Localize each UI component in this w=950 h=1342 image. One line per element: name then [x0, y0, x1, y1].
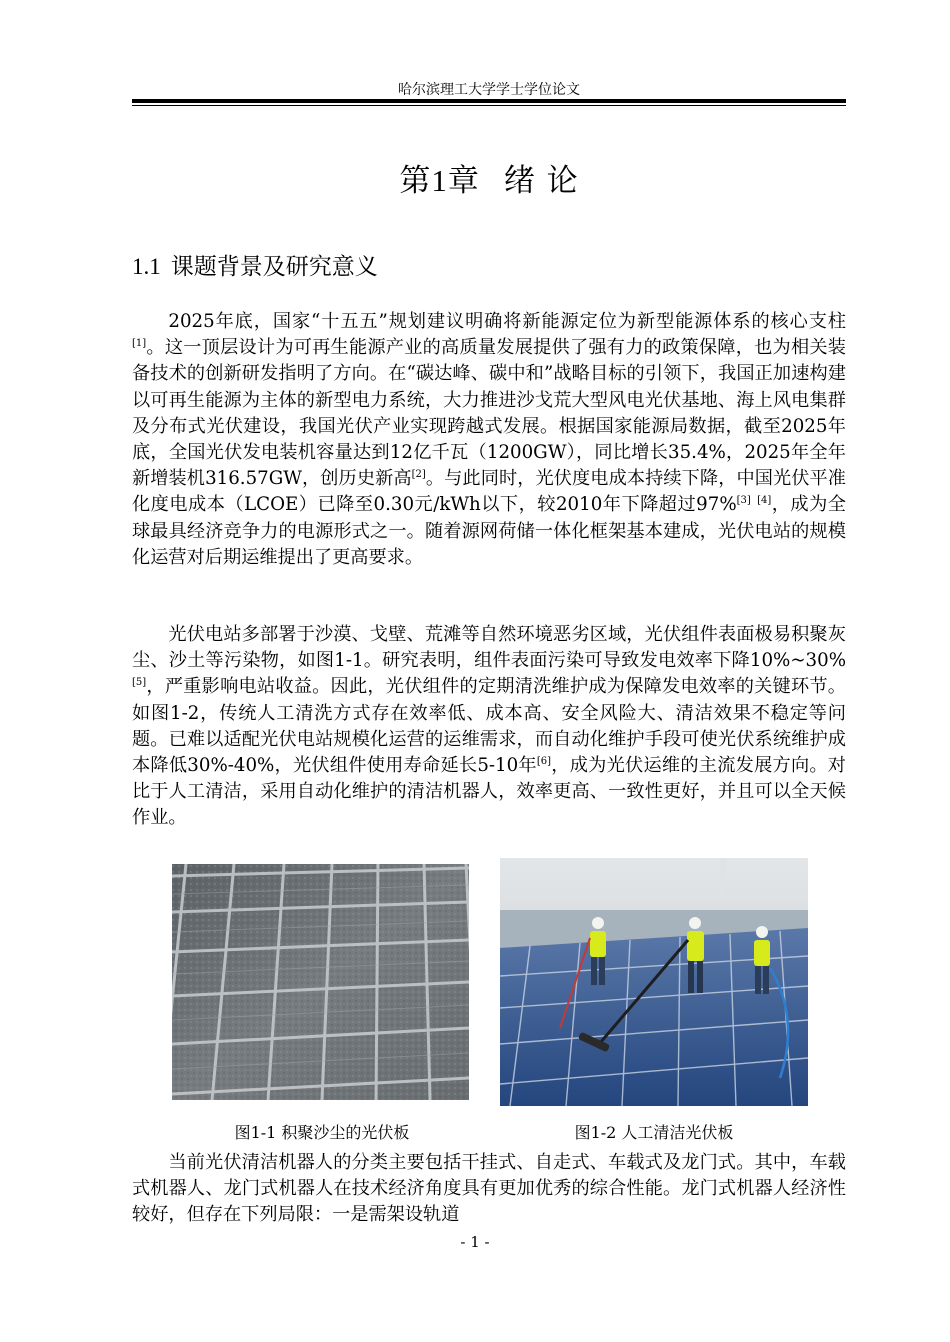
section-name: 课题背景及研究意义	[170, 254, 378, 280]
paragraph-2-text-c: ，成为光伏运维的主流发展方向。对比于人工清洁，采用自动化维护的清洁机器人，效率更高、一致性更好，并且可以全天候作业。	[132, 755, 846, 829]
manual-cleaning-illustration	[500, 858, 808, 1106]
paragraph-1-text-a: 2025年底，国家“十五五”规划建议明确将新能源定位为新型能源体系的核心支柱	[168, 311, 846, 332]
citation-4[interactable]: [4]	[757, 495, 772, 507]
figure-1-1-caption: 图1-1 积聚沙尘的光伏板	[234, 1123, 410, 1142]
chapter-title	[132, 155, 846, 200]
page-number: - 1 -	[460, 1233, 490, 1251]
paragraph-2	[132, 622, 846, 832]
citation-1[interactable]: [1]	[132, 338, 147, 350]
section-number: 1.1	[132, 254, 161, 279]
header-rule-thick	[132, 99, 846, 103]
figure-dusty-solar-panel	[172, 864, 469, 1100]
citation-5[interactable]: [5]	[132, 677, 147, 689]
paragraph-1	[132, 309, 846, 571]
citation-3[interactable]: [3]	[736, 495, 751, 507]
chapter-name: 绪 论	[503, 163, 579, 199]
running-header: 哈尔滨理工大学学士学位论文	[398, 82, 580, 98]
chapter-number: 1	[431, 163, 448, 198]
dusty-panel-illustration	[172, 864, 469, 1100]
figure-manual-cleaning	[500, 858, 808, 1106]
figure-1-2-caption: 图1-2 人工清洁光伏板	[574, 1123, 734, 1142]
paragraph-2-text-a: 光伏电站多部署于沙漠、戈壁、荒滩等自然环境恶劣区域，光伏组件表面极易积聚灰尘、沙土等污染物，如图1-1。研究表明，组件表面污染可导致发电效率下降10%~30%	[132, 624, 846, 672]
chapter-suffix: 章	[447, 163, 480, 199]
paragraph-3: 当前光伏清洁机器人的分类主要包括干挂式、自走式、车载式及龙门式。其中，车载式机器人、龙门式机器人在技术经济角度具有更加优秀的综合性能。龙门式机器人经济性较好，但存在下列局限：一是需架设轨道	[132, 1152, 846, 1226]
section-heading	[132, 248, 378, 281]
paragraph-1-text-d: ，成为全球最具经济竞争力的电源形式之一。随着源网荷储一体化框架基本建成，光伏电站的规模化运营对后期运维提出了更高要求。	[132, 494, 846, 568]
paragraph-2-text-b: ，严重影响电站收益。因此，光伏组件的定期清洗维护成为保障发电效率的关键环节。如图1-2，传统人工清洗方式存在效率低、成本高、安全风险大、清洁效果不稳定等问题。已难以适配光伏电站规模化运营的运维需求，而自动化维护手段可使光伏系统维护成本降低30%-40%，光伏组件使用寿命延长5-10年	[132, 676, 846, 777]
chapter-prefix: 第	[399, 163, 432, 199]
paragraph-1-text-b: 。这一顶层设计为可再生能源产业的高质量发展提供了强有力的政策保障，也为相关装备技术的创新研发指明了方向。在“碳达峰、碳中和”战略目标的引领下，我国正加速构建以可再生能源为主体的新型电力系统，大力推进沙戈荒大型风电光伏基地、海上风电集群及分布式光伏建设，我国光伏产业实现跨越式发展。根据国家能源局数据，截至2025年底，全国光伏发电装机容量达到12亿千瓦（1200GW），同比增长35.4%，2025年全年新增装机316.57GW，创历史新高	[132, 337, 846, 490]
paragraph-1-text-c: 。与此同时，光伏度电成本持续下降，中国光伏平准化度电成本（LCOE）已降至0.30元/kWh以下，较2010年下降超过97%	[132, 468, 846, 516]
header-rule-thin	[132, 105, 846, 106]
citation-6[interactable]: [6]	[536, 756, 552, 768]
citation-2[interactable]: [2]	[411, 469, 426, 481]
